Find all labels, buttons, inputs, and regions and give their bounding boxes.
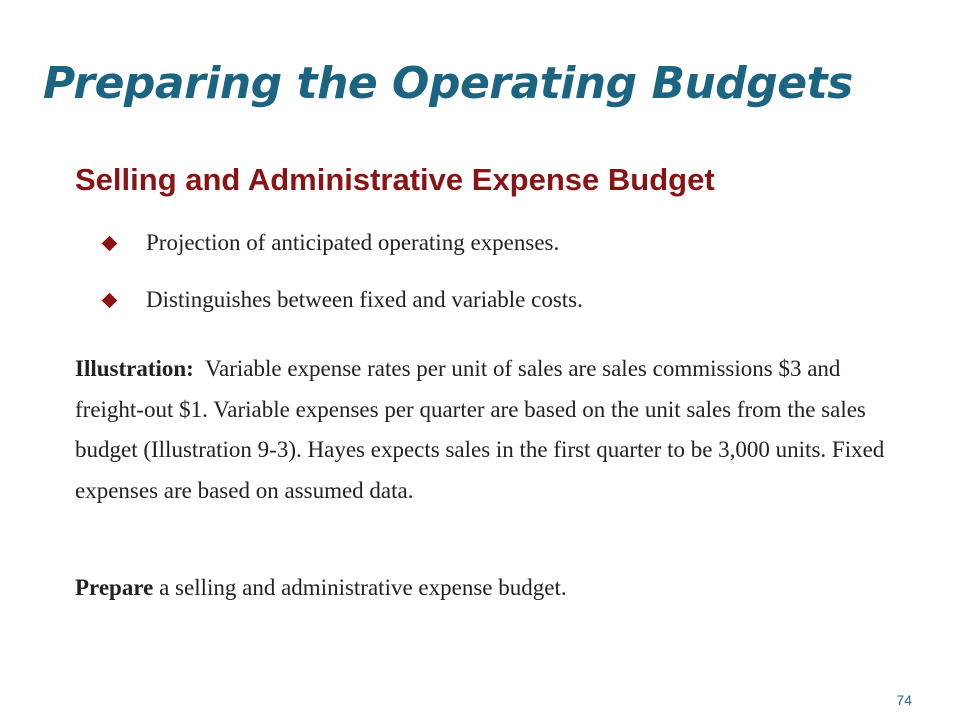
bullet-list <box>100 226 583 340</box>
diamond-bullet-icon <box>102 235 118 251</box>
page-number: 74 <box>896 692 912 708</box>
diamond-bullet-icon <box>102 292 118 308</box>
prepare-instruction <box>75 568 567 608</box>
slide-title: Preparing the Operating Budgets <box>43 58 853 109</box>
prepare-text: a selling and administrative expense budget. <box>159 575 567 600</box>
bullet-text: Projection of anticipated operating expenses. <box>146 230 560 255</box>
illustration-paragraph <box>75 349 915 511</box>
illustration-label: Illustration: <box>75 356 194 381</box>
slide-subtitle: Selling and Administrative Expense Budget <box>75 162 715 197</box>
bullet-item <box>100 226 583 260</box>
bullet-item <box>100 283 583 317</box>
prepare-label: Prepare <box>75 575 154 600</box>
bullet-text: Distinguishes between fixed and variable costs. <box>146 287 583 312</box>
illustration-text: Variable expense rates per unit of sales are sales commissions $3 and freight-out $1. Variable expenses per quarter are based on the unit sales from the sales budget (Illustration 9-3). Hayes expects sales in the first quarter to be 3,000 units. Fixed expenses are based on assumed data. <box>75 356 885 503</box>
